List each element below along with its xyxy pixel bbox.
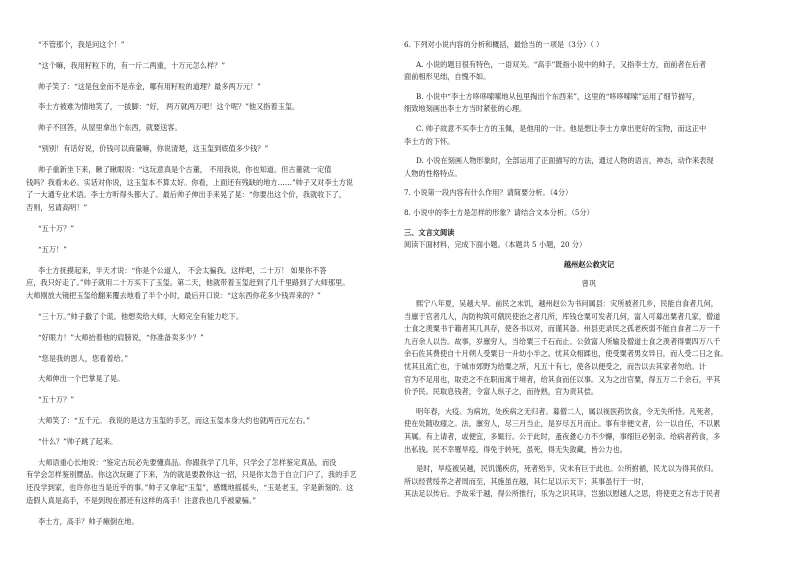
text-line: 面前相形见绌，自愧不如。 [404,72,491,82]
text-line: C. 帅子故意不买李士方的玉佩，是他用的一计。他是想让李士方拿出更好的宝物，而这正中 [416,124,707,133]
text-line: “好眼力！”大师抬着他的肩膀说，“你准备卖多少？” [38,332,204,342]
text-line: 大师刚放大镜把玉玺给翻来覆去地看了半个小时，最后开口说：“这东西你花多少钱弄来的？” [26,291,321,301]
text-line: 所以经营绥养之者周而至，其施虽在越，其仁足以示天下；其事虽行于一时， [404,476,649,486]
text-line: 帅子不回答，从屋里拿出个东西，就要送客。 [38,123,182,133]
text-line: 大师笑了：“五千元。 我说的是这方玉玺的手艺，而这玉玺本身大约也就两百元左右。” [38,416,310,425]
text-line: 士食之羡粟书于籍者其几具存，使各书以对，而谨其备。州县吏录民之孤老疾弱不能自食者二万一千 [404,324,721,334]
text-line: D. 小说在刻画人物形象时，全部运用了正面描写的方法，通过人物的语言，神态，动作来表现 [416,156,714,166]
text-line: 余石佐其费使自十月朔人受粟日一升幼小半之。忧其众相蹂也，使受粟者男女异日，而人受二日之食。 [404,349,728,359]
text-line: “三十万。”帅子撒了个谎。他想卖给大师，大师完全有能力吃下。 [38,312,244,321]
text-line: 大师伸出一个巴掌晃了晃。 [38,374,125,384]
text-line: 价予民。民取息钱者，令富人纵子之，而待熟，官为责其偿。 [404,387,599,397]
text-line: 了一大通专业术语。李士方听得头都大了。最后帅子伸出手来晃了晃：“你要出这个价，我就收下了， [26,190,346,200]
text-line: 忧其且流亡也，于城市郊野为给粟之所，凡五十有七，使各以便受之，而告以去其家者勿给。计 [404,362,706,371]
text-line: 人物的性格特点。 [404,168,462,178]
text-line: 造假人真是高手，不是到现在都还有这样的高手！注意我也几乎被蒙骗。” [26,496,257,505]
right-column [404,0,774,562]
text-line: 大师语重心长地说：“鉴定古玩必先要懂真品。你跟我学了几年，只学会了怎样鉴定真品，而没 [38,457,337,467]
text-line: 还没学到家，也许你也当是近乎的事。”帅子又拿起“玉玺”，感慨地摇摇头，“玉是老玉，字是新刻的。这 [26,483,354,493]
text-line: “别别！有话好说，价钱可以商量嘛，你说清楚，这玉玺到底值多少钱？” [38,144,269,153]
text-line: 李士方，高手？帅子瘫倒在地。 [38,516,139,526]
text-line: 帅子重新坐下来，瞅了瞅眼说：“这玩意真是个古董， 不用我说，你也知道。但古董就一定值 [38,164,332,174]
article-author: 曾巩 [581,279,597,289]
text-line: “五万！” [38,244,67,254]
text-line: A. 小说的题目很有特色，一语双关。“高手”既指小说中的帅子，又指李士方，而前者在后者 [416,59,707,69]
text-line: 细致地刻画出李士方当时紧张的心理。 [404,104,527,114]
text-line: 九百余人以告。故事，岁廪穷人，当给粟三千石而止。公敛富人所输及僧道士食之羡者得粟四万八千 [404,336,721,346]
text-line: 官为不足用也，取吏之不在职而寓于境者，给其食而任以事。又为之出官粟，得五万二千余石，平其 [404,374,721,384]
text-line: 其法足以传后。予故采于越，得公所推行，乐为之识其详，岂独以慰越人之思，将使吏之有志于民者 [404,489,721,499]
text-line: 熙宁八年夏，吴越大旱。前民之未饥，越州赵公为书问属县：灾所被者几乡，民能自食者几何， [416,299,718,308]
text-line: 使在处随收瘗之。法，廪穷人，尽三月当止，是岁尽五月而止。事有非便文者，公一以自任，不以累 [404,419,721,429]
text-line: “五十万？” [38,395,75,405]
text-line: 有学会怎样鉴别赝品。你这次玩砸了下来，为的就是要教你这一招，只是你太急于自立门户了，我的手艺 [26,470,357,480]
text-line: 李士方抚摸起来，半天才说：“你是个公道人， 不会太骗我。这样吧，二十万！ 如果你不答 [38,265,327,275]
text-line: “您是我的恩人，您看着给。” [38,353,129,363]
text-line: 明年春，大疫。为病坊，处疾病之无归者。募僧二人，属以视医药饮食，令无失所恃。凡死者， [416,406,718,416]
left-column [26,0,396,562]
text-line: 7. 小说第一段内容有什么作用？请简要分析。（4分） [404,188,573,198]
text-line: 其属。有上请者，或便宜，多辄行。公于此时，蚤夜惫心力不少懈，事细巨必躬亲。给病者药食，多 [404,432,721,441]
article-title: 越州赵公救灾记 [563,259,615,269]
text-line: 出私钱。民不幸罹旱疫，得免于转死，虽死，得无失敛藏，皆公力也。 [404,444,627,454]
text-line: 8. 小说中的李士方是怎样的形象？请结合文本分析。（5分） [404,208,594,217]
text-line: “五十万？” [38,224,75,233]
text-line: 当廪于官者几人，沟防构筑可僦民使治之者几所，库钱仓粟可发者几何，富人可募出粟者几家，僧道 [404,311,721,321]
section-heading: 三、文言文阅读 [404,227,455,237]
text-line: B. 小说中“李士方哆哆嗦嗦地从包里掏出个东西来”，这里的“哆哆嗦嗦”运用了细节描写， [416,91,700,101]
text-line: 李士方的下怀。 [404,136,455,146]
text-line: 否则，另请高明！” [26,203,88,213]
text-line: 6. 下列对小说内容的分析和概括，最恰当的一项是（3分）（ ） [404,40,604,49]
text-line: 是时，旱疫被吴越，民饥馑疾疠，死者殆半，灾未有巨于此也。公所拊循，民尤以为得其依归。 [416,464,718,474]
text-line: “这个嘛，我用籽粒下的，有一斤二两重，十万元怎么样？” [38,60,226,70]
text-line: 应，我只好走了。”帅子就用二十万买下了玉玺。第二天，他就带着玉玺赶到了几千里路到了大师那里。 [26,278,350,288]
text-line: “什么？”帅子跳了起来。 [38,436,118,446]
text-line: 阅读下面材料，完成下面小题。（本题共 5 小题，20 分） [404,240,587,250]
text-line: 帅子笑了：“这是包金而不是赤金，哪有用籽粒的道理？最多两万元！” [38,81,261,91]
text-line: 钱吗？我看未必。实话对你说，这玉玺本不算太好。你看，上面还有残缺的地方……”帅子又对李士方说 [26,177,354,187]
text-line: 李士方被难为情地笑了，一拔脚：“好， 两万就两万吧！这个呢？”他又指着玉玺。 [38,102,300,112]
text-line: “不管那个，我是问这个！” [38,40,125,49]
